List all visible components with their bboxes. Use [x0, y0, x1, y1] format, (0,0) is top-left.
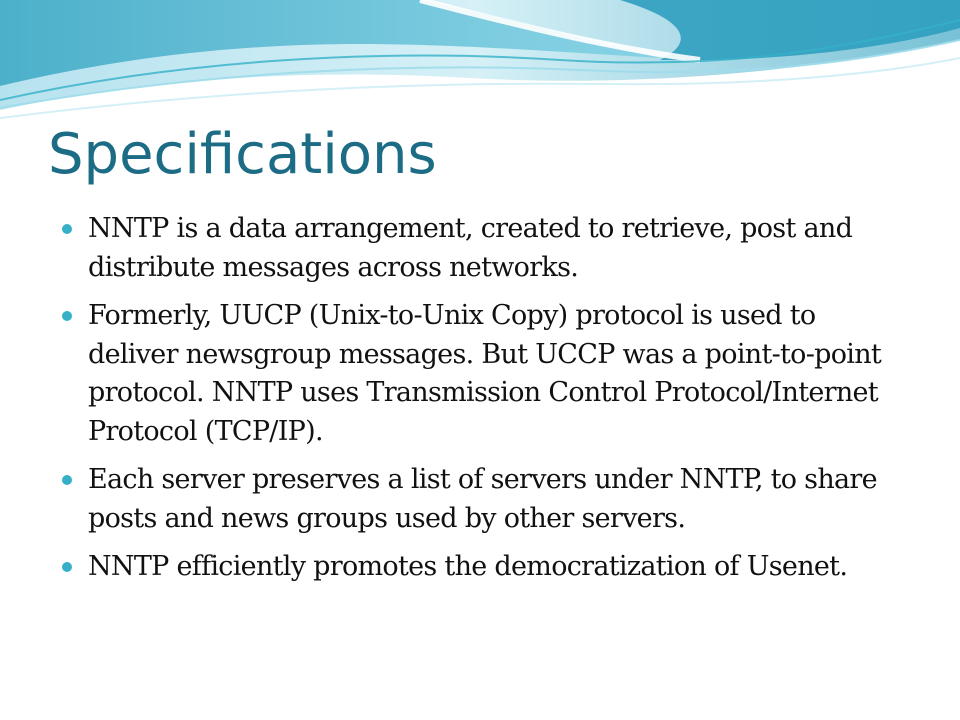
slide-title: Specifications: [48, 122, 437, 187]
bullet-list: [62, 210, 892, 597]
bullet-dot-icon: [62, 311, 72, 321]
bullet-item: [62, 548, 892, 587]
bullet-item: [62, 461, 892, 538]
bullet-text: Formerly, UUCP (Unix-to-Unix Copy) protocol is used to deliver newsgroup messages. But UCCP was a point-to-point protocol. NNTP uses Transmission Control Protocol/Internet Protocol (TCP/IP).: [88, 300, 882, 447]
bullet-item: [62, 297, 892, 451]
bullet-text: Each server preserves a list of servers under NNTP, to share posts and news groups used by other servers.: [88, 464, 877, 534]
bullet-dot-icon: [62, 475, 72, 485]
bullet-text: NNTP is a data arrangement, created to retrieve, post and distribute messages across networks.: [88, 213, 853, 283]
bullet-text: NNTP efficiently promotes the democratization of Usenet.: [88, 551, 848, 582]
decorative-wave-header: [0, 0, 960, 130]
bullet-item: [62, 210, 892, 287]
bullet-dot-icon: [62, 562, 72, 572]
bullet-dot-icon: [62, 224, 72, 234]
